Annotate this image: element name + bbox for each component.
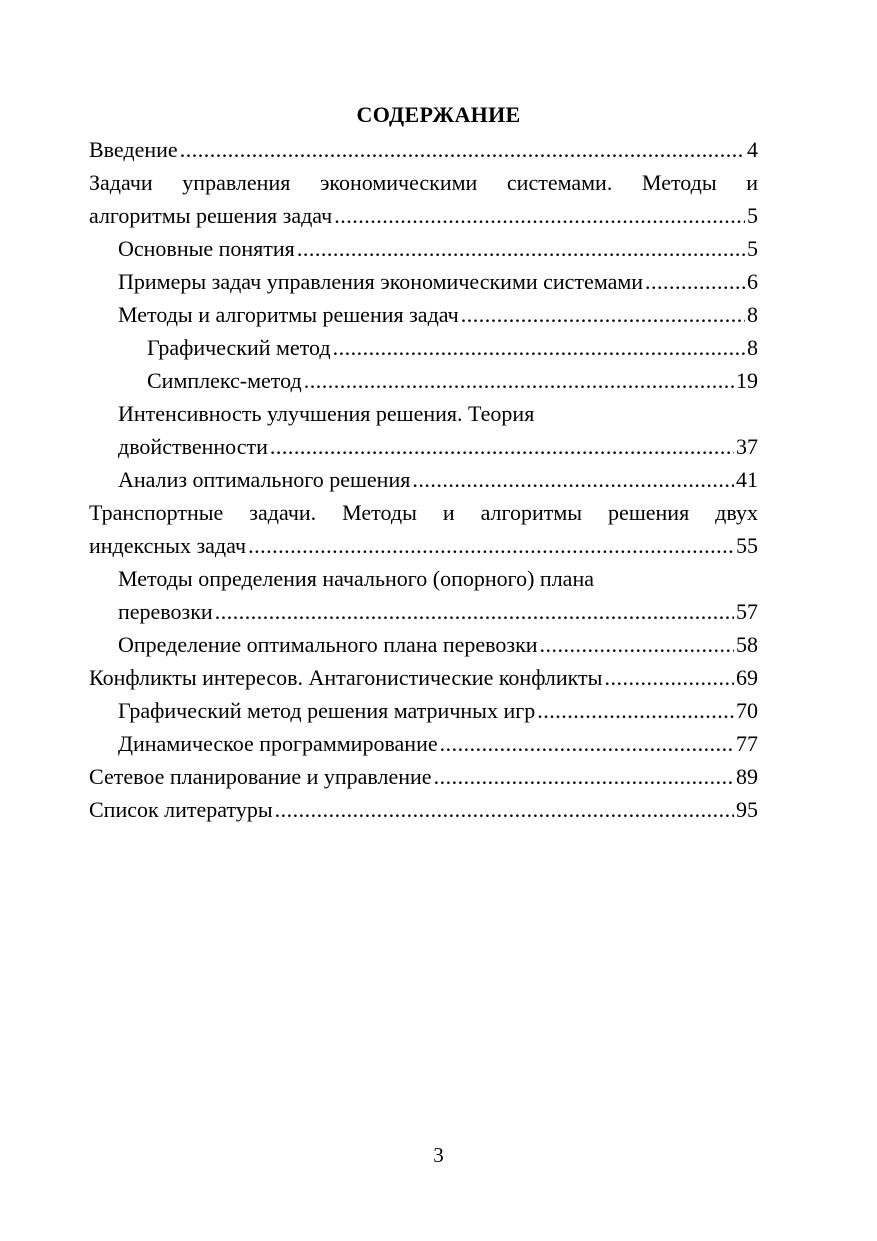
toc-entry-optimal-solution-analysis[interactable] — [118, 463, 758, 496]
toc-entry-problem-examples[interactable] — [118, 265, 758, 298]
toc-entry-methods-algorithms[interactable] — [118, 298, 758, 331]
toc-entry-label: Методы и алгоритмы решения задач — [118, 302, 459, 327]
dot-leader — [440, 727, 734, 760]
dot-leader — [297, 232, 745, 265]
toc-entry-simplex-method[interactable] — [147, 364, 758, 397]
toc-entry-conflicts-of-interest[interactable] — [89, 661, 758, 694]
dot-leader — [334, 199, 745, 232]
dot-leader — [540, 628, 734, 661]
toc-entry-label: Определение оптимального плана перевозки — [118, 632, 538, 657]
toc-entry-label: Динамическое программирование — [118, 731, 438, 756]
toc-entry-references[interactable] — [89, 793, 758, 826]
toc-entry-label: Конфликты интересов. Антагонистические конфликты — [89, 665, 603, 690]
dot-leader — [333, 331, 745, 364]
toc-entry-page: 41 — [736, 467, 758, 492]
table-of-contents — [89, 133, 758, 826]
toc-entry-page: 57 — [736, 599, 758, 624]
toc-entry-page: 4 — [747, 137, 758, 162]
dot-leader — [604, 661, 734, 694]
toc-entry-page: 5 — [747, 203, 758, 228]
toc-entry-page: 69 — [736, 665, 758, 690]
dot-leader — [304, 364, 734, 397]
dot-leader — [248, 529, 734, 562]
toc-entry-page: 19 — [736, 368, 758, 393]
toc-entry-economic-control-problems[interactable] — [89, 166, 758, 232]
toc-entry-optimal-transport-plan[interactable] — [118, 628, 758, 661]
page-number: 3 — [433, 1143, 444, 1167]
dot-leader — [275, 793, 734, 826]
dot-leader — [645, 265, 745, 298]
dot-leader — [412, 463, 734, 496]
toc-entry-page: 8 — [747, 335, 758, 360]
toc-entry-label: Анализ оптимального решения — [118, 467, 411, 492]
toc-entry-duality-theory[interactable] — [118, 397, 758, 463]
toc-entry-page: 55 — [736, 533, 758, 558]
toc-entry-label: индексных задач — [89, 533, 247, 558]
toc-entry-label-line: Транспортные задачи. Методы и алгоритмы решения двух — [89, 500, 758, 525]
toc-entry-page: 58 — [736, 632, 758, 657]
toc-entry-label: Примеры задач управления экономическими системами — [118, 269, 644, 294]
toc-entry-label: двойственности — [118, 434, 268, 459]
toc-entry-page: 77 — [736, 731, 758, 756]
toc-entry-label-line: Интенсивность улучшения решения. Теория — [118, 401, 535, 426]
toc-entry-initial-plan-methods[interactable] — [118, 562, 758, 628]
toc-entry-introduction[interactable] — [89, 133, 758, 166]
toc-entry-label: Основные понятия — [118, 236, 295, 261]
toc-entry-label: Список литературы — [89, 797, 273, 822]
toc-entry-label: алгоритмы решения задач — [89, 203, 333, 228]
toc-entry-label: перевозки — [118, 599, 213, 624]
toc-entry-page: 6 — [747, 269, 758, 294]
toc-entry-basic-concepts[interactable] — [118, 232, 758, 265]
toc-entry-dynamic-programming[interactable] — [118, 727, 758, 760]
toc-entry-page: 95 — [736, 797, 758, 822]
toc-entry-label: Сетевое планирование и управление — [89, 764, 432, 789]
toc-entry-network-planning[interactable] — [89, 760, 758, 793]
toc-entry-label: Введение — [89, 137, 178, 162]
dot-leader — [215, 595, 734, 628]
toc-entry-page: 89 — [736, 764, 758, 789]
dot-leader — [270, 430, 734, 463]
dot-leader — [180, 133, 745, 166]
toc-entry-page: 70 — [736, 698, 758, 723]
toc-entry-label-line: Задачи управления экономическими системами. Методы и — [89, 170, 758, 195]
toc-entry-page: 5 — [747, 236, 758, 261]
toc-entry-graphical-method[interactable] — [147, 331, 758, 364]
dot-leader — [537, 694, 734, 727]
toc-entry-label-line: Методы определения начального (опорного) плана — [118, 566, 594, 591]
toc-entry-transport-problems[interactable] — [89, 496, 758, 562]
toc-entry-page: 37 — [736, 434, 758, 459]
toc-entry-matrix-games[interactable] — [118, 694, 758, 727]
toc-entry-label: Графический метод — [147, 335, 331, 360]
dot-leader — [461, 298, 745, 331]
toc-entry-page: 8 — [747, 302, 758, 327]
toc-entry-label: Графический метод решения матричных игр — [118, 698, 536, 723]
dot-leader — [434, 760, 734, 793]
toc-entry-label: Симплекс-метод — [147, 368, 302, 393]
toc-title: СОДЕРЖАНИЕ — [356, 102, 521, 127]
